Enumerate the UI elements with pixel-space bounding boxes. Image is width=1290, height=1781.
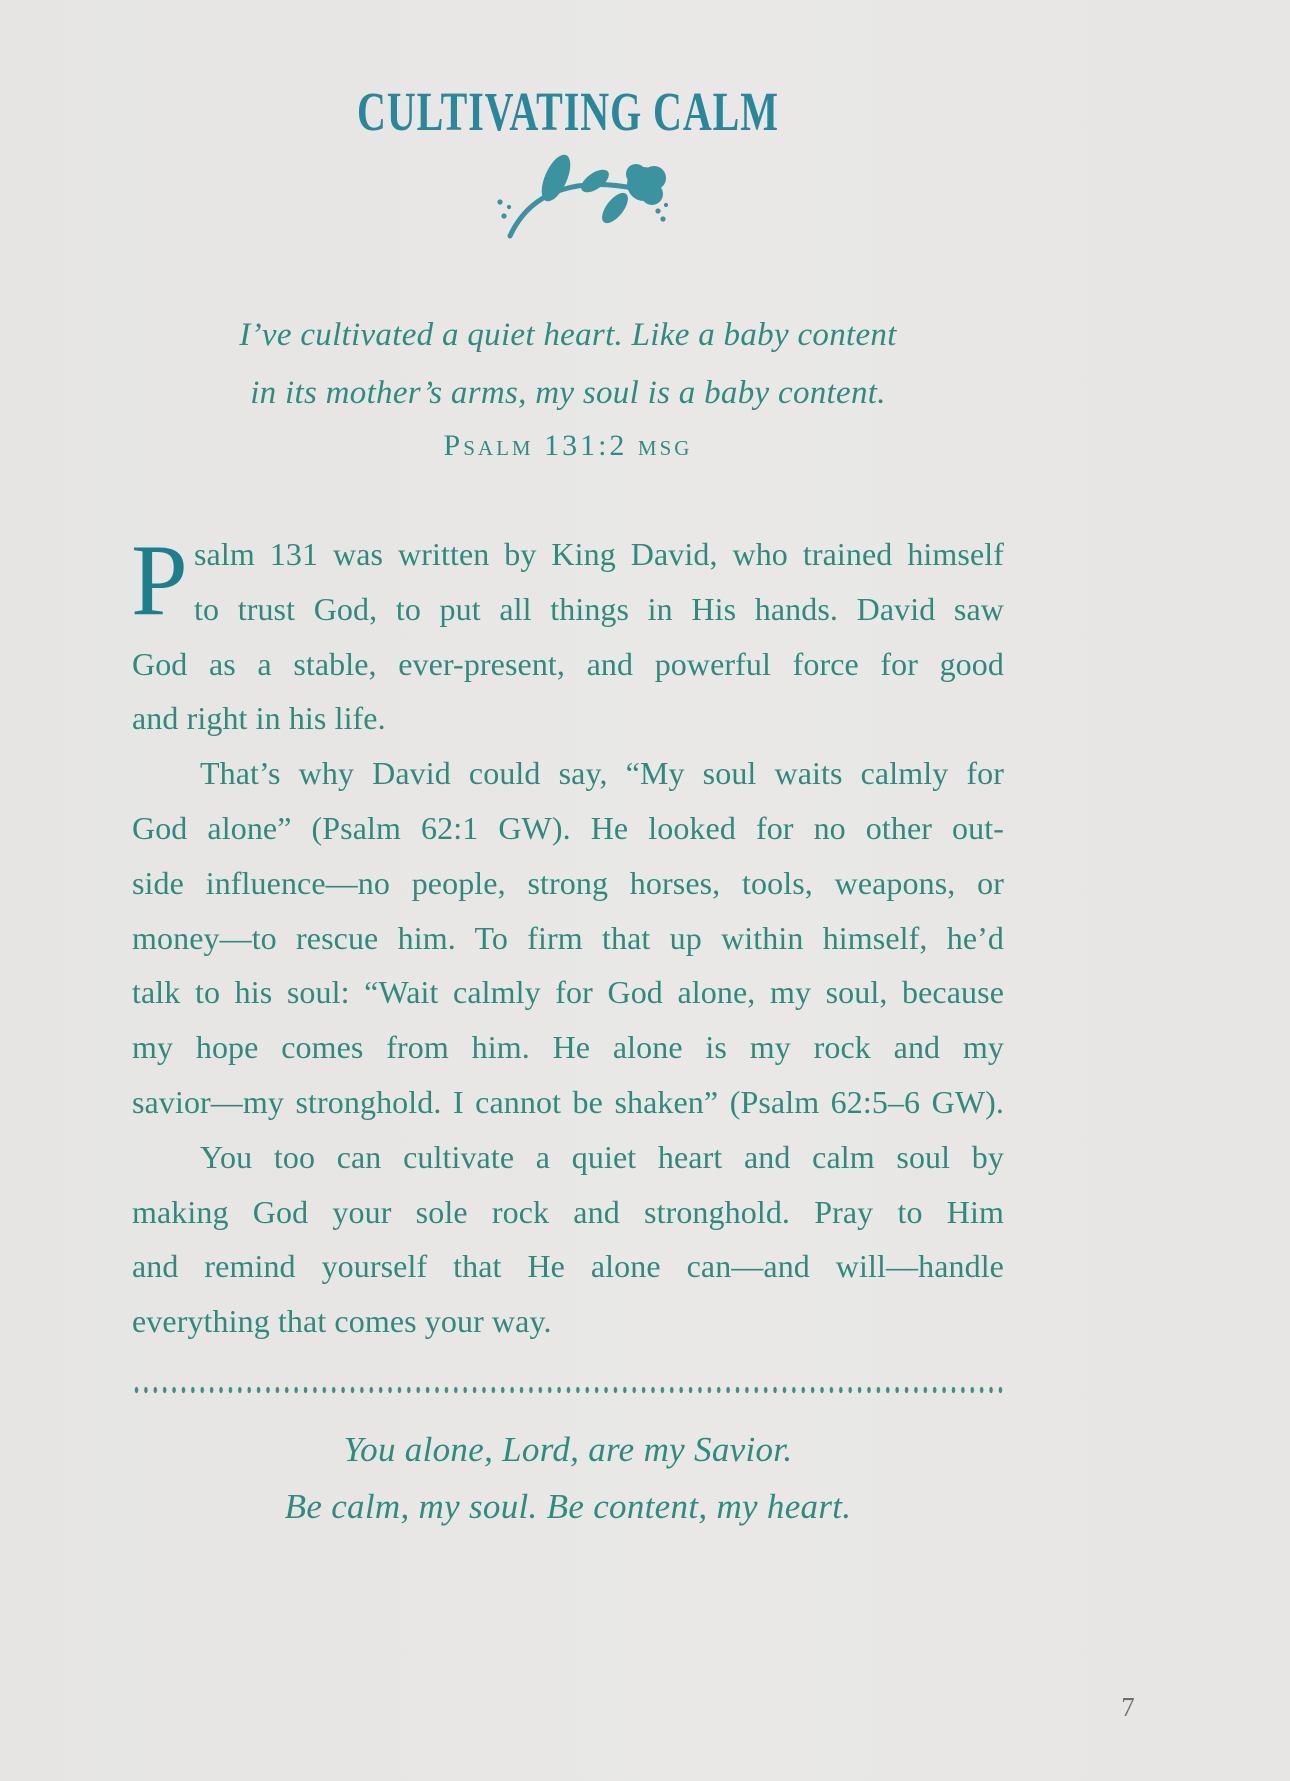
body-line: talk to his soul: “Wait calmly for God alone, my soul, because bbox=[132, 974, 1004, 1011]
body-line: money—to rescue him. To firm that up within himself, he’d bbox=[132, 919, 1004, 956]
body-line: side influence—no people, strong horses, tools, weapons, or bbox=[132, 864, 1004, 901]
body-line: That’s why David could say, “My soul waits calmly for bbox=[200, 755, 1004, 792]
prayer-line: Be calm, my soul. Be content, my heart. bbox=[284, 1487, 852, 1526]
closing-prayer bbox=[132, 1421, 1004, 1535]
prayer-line: You alone, Lord, are my Savior. bbox=[343, 1430, 793, 1469]
body-line: my hope comes from him. He alone is my rock and my bbox=[132, 1029, 1004, 1066]
epigraph-attribution: Psalm 131:2 msg bbox=[443, 429, 693, 462]
body-line: savior—my stronghold. I cannot be shaken” (Psalm 62:5–6 GW). bbox=[132, 1083, 1004, 1120]
drop-cap: P bbox=[131, 524, 188, 637]
body-line: making God your sole rock and stronghold. Pray to Him bbox=[132, 1193, 1004, 1230]
body-line: everything that comes your way. bbox=[132, 1303, 552, 1340]
body-line: to trust God, to put all things in His hands. David saw bbox=[194, 590, 1004, 627]
body-line: You too can cultivate a quiet heart and calm soul by bbox=[200, 1138, 1004, 1175]
dotted-divider bbox=[132, 1386, 1004, 1394]
body-line: God as a stable, ever-present, and powerful force for good bbox=[132, 645, 1004, 682]
page-number: 7 bbox=[1121, 1692, 1135, 1722]
body-line: and right in his life. bbox=[132, 700, 386, 737]
epigraph bbox=[132, 306, 1004, 470]
body-line: salm 131 was written by King David, who trained himself bbox=[194, 536, 1004, 572]
body-line: and remind yourself that He alone can—and will—handle bbox=[132, 1248, 1004, 1285]
page-title: CULTIVATING CALM bbox=[357, 82, 779, 143]
epigraph-line: in its mother’s arms, my soul is a baby content. bbox=[250, 375, 886, 411]
epigraph-line: I’ve cultivated a quiet heart. Like a baby content bbox=[239, 317, 897, 353]
body-text bbox=[131, 524, 1004, 1349]
rose-sprig-icon bbox=[492, 148, 682, 243]
body-line: God alone” (Psalm 62:1 GW). He looked for no other out- bbox=[132, 809, 1004, 846]
